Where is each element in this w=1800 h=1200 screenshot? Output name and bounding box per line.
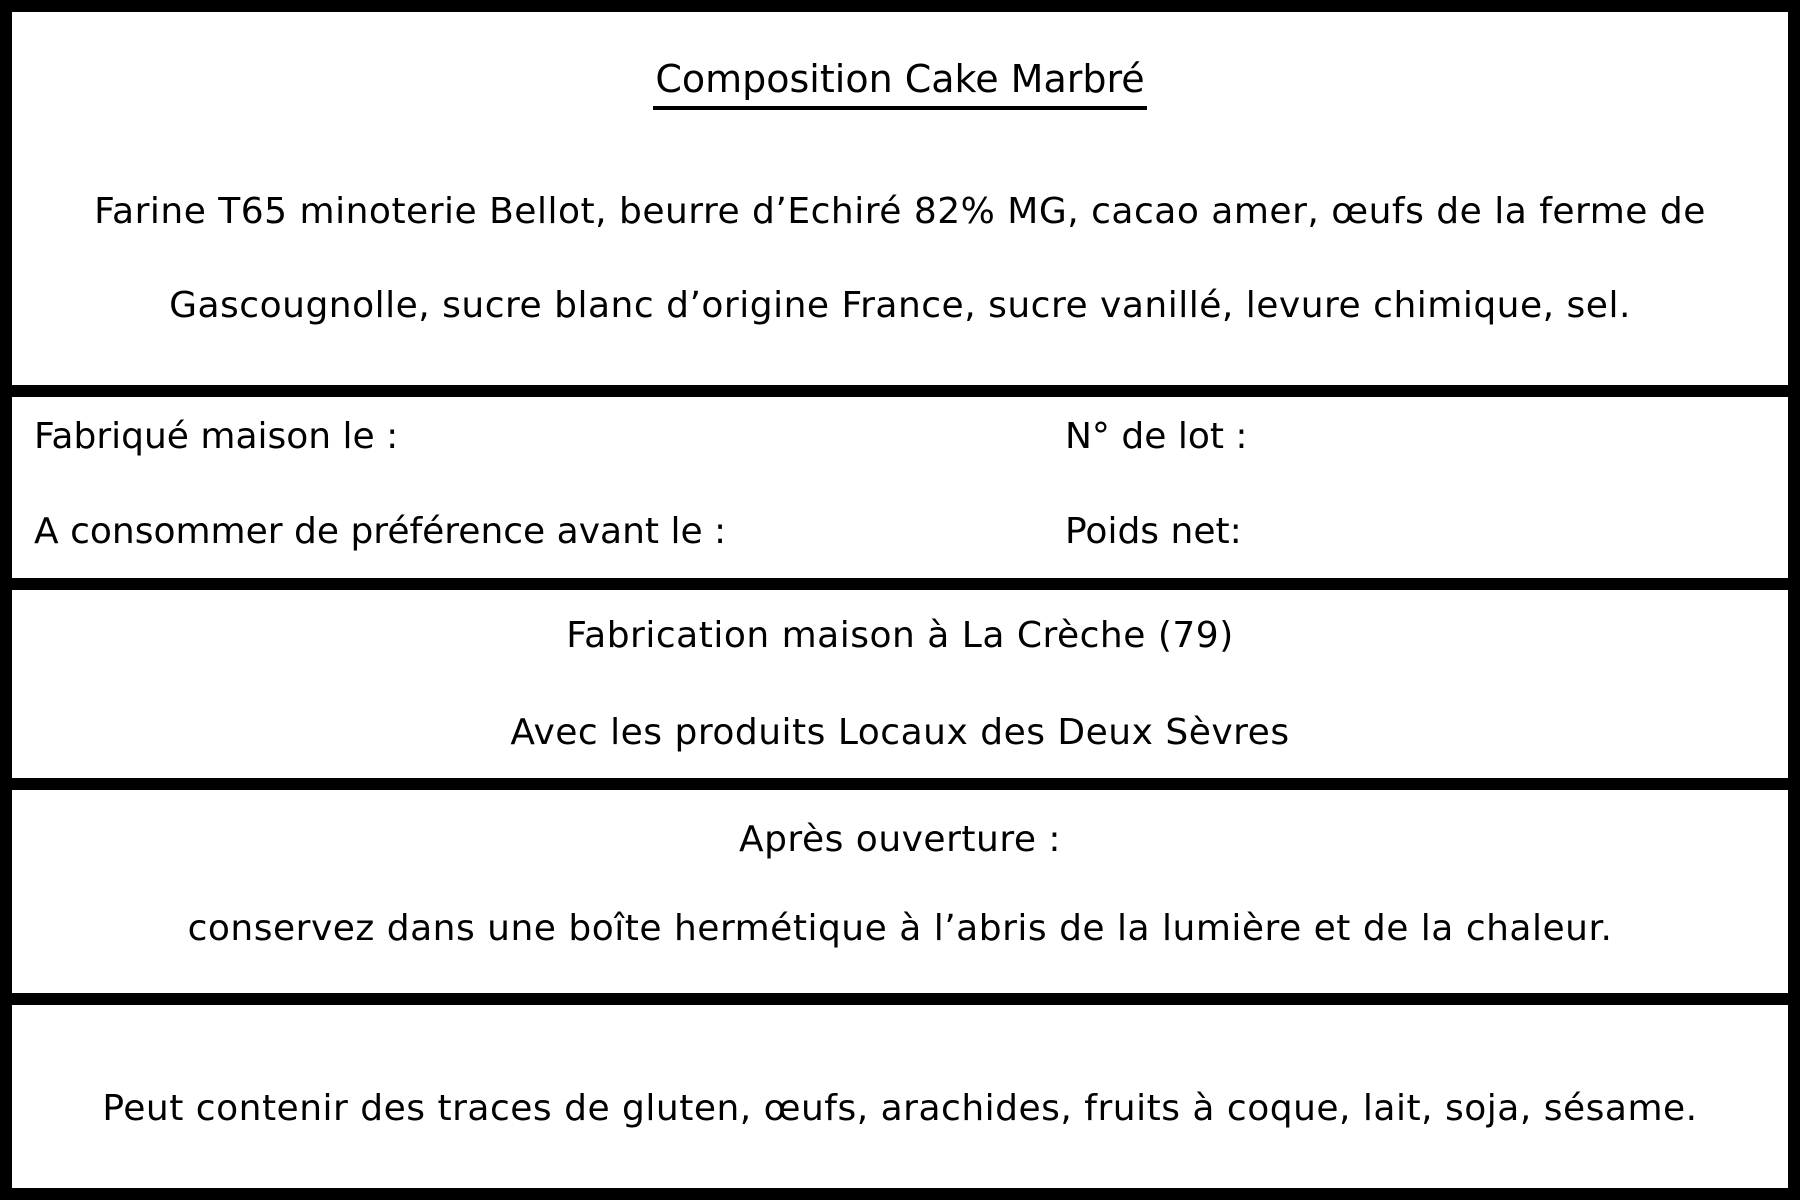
best-before-label: A consommer de préférence avant le : xyxy=(34,511,727,552)
origin-line-2: Avec les produits Locaux des Deux Sèvres xyxy=(510,712,1290,753)
composition-title-wrap xyxy=(12,56,1788,110)
net-weight-label: Poids net: xyxy=(1065,511,1242,552)
origin-line-1: Fabrication maison à La Crèche (79) xyxy=(566,615,1234,656)
allergens-section xyxy=(12,1005,1788,1188)
made-on-label: Fabriqué maison le : xyxy=(34,416,399,457)
origin-section xyxy=(12,590,1788,778)
production-info-section xyxy=(12,397,1788,578)
ingredients-line-1: Farine T65 minoterie Bellot, beurre d’Echiré 82% MG, cacao amer, œufs de la ferme de xyxy=(94,191,1706,232)
storage-heading: Après ouverture : xyxy=(738,819,1062,860)
allergens-text: Peut contenir des traces de gluten, œufs, arachides, fruits à coque, lait, soja, sésame. xyxy=(102,1088,1698,1129)
composition-title: Composition Cake Marbré xyxy=(653,56,1146,110)
storage-text: conservez dans une boîte hermétique à l’abris de la lumière et de la chaleur. xyxy=(187,908,1613,949)
ingredients-line-2: Gascougnolle, sucre blanc d’origine France, sucre vanillé, levure chimique, sel. xyxy=(169,285,1631,326)
storage-section xyxy=(12,790,1788,993)
composition-section xyxy=(12,12,1788,385)
lot-number-label: N° de lot : xyxy=(1065,416,1248,457)
